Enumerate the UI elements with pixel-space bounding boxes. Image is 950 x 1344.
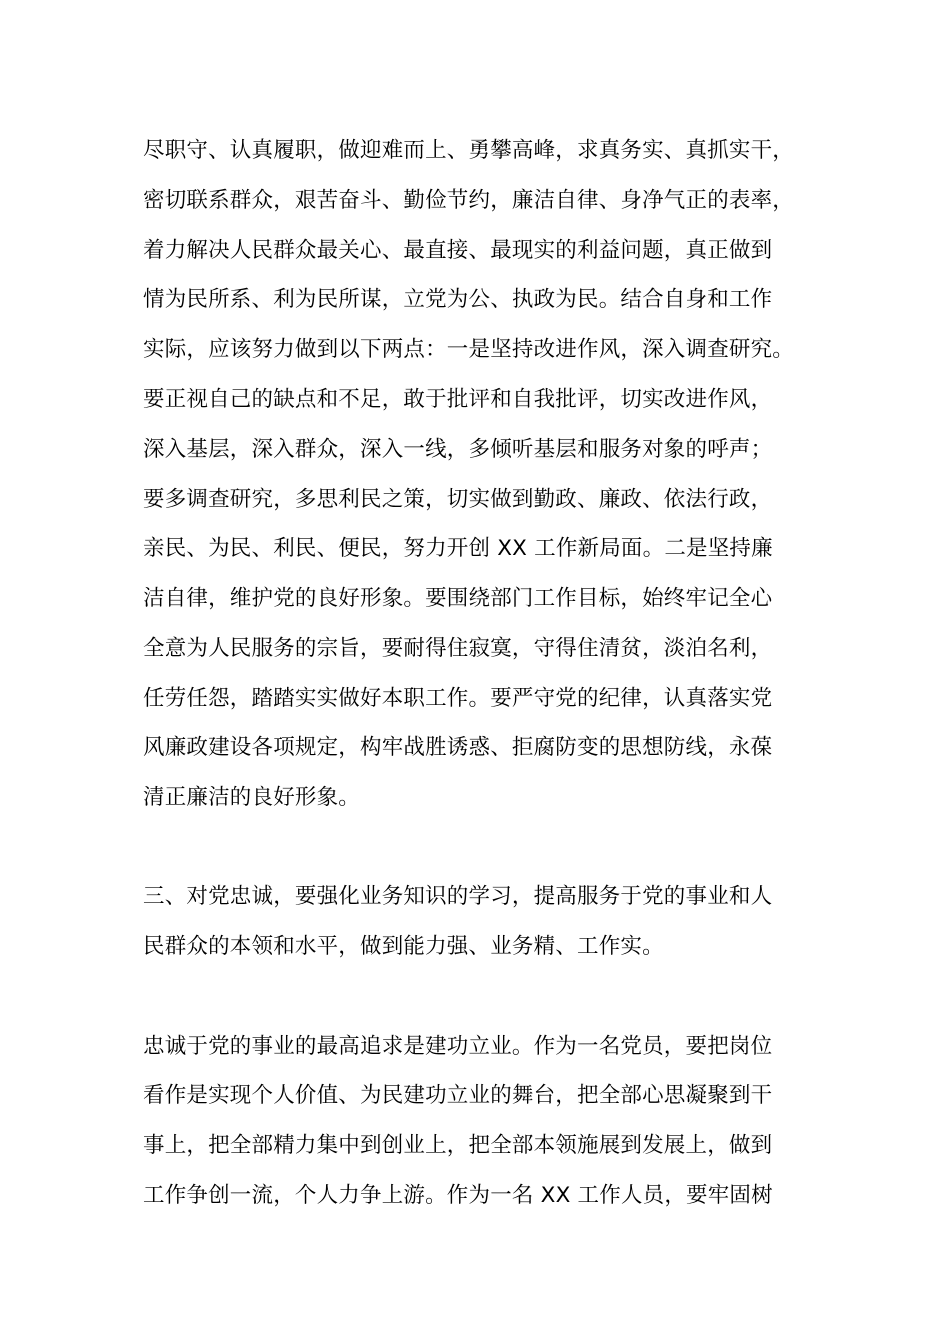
- text-line: 任劳任怨，踏踏实实做好本职工作。要严守党的纪律，认真落实党: [143, 686, 773, 711]
- text-line: 民群众的本领和水平，做到能力强、业务精、工作实。: [143, 934, 664, 959]
- text-line: 要正视自己的缺点和不足，敢于批评和自我批评，切实改进作风，: [143, 387, 773, 412]
- text-line: 风廉政建设各项规定，构牢战胜诱惑、拒腐防变的思想防线，永葆: [143, 735, 773, 760]
- text-line: 忠诚于党的事业的最高追求是建功立业。作为一名党员，要把岗位: [143, 1034, 773, 1059]
- text-line: 全意为人民服务的宗旨，要耐得住寂寞，守得住清贫，淡泊名利，: [143, 636, 773, 661]
- text-line: 实际，应该努力做到以下两点：一是坚持改进作风，深入调查研究。: [143, 337, 795, 362]
- text-line: 看作是实现个人价值、为民建功立业的舞台，把全部心思凝聚到干: [143, 1083, 773, 1108]
- text-line: 洁自律，维护党的良好形象。要围绕部门工作目标，始终牢记全心: [143, 586, 773, 611]
- text-line: 三、对党忠诚，要强化业务知识的学习，提高服务于党的事业和人: [143, 884, 773, 909]
- text-line: 情为民所系、利为民所谋，立党为公、执政为民。结合自身和工作: [143, 287, 773, 312]
- text-line: 清正廉洁的良好形象。: [143, 785, 361, 810]
- text-line: 要多调查研究，多思利民之策，切实做到勤政、廉政、依法行政，: [143, 487, 773, 512]
- text-line: 着力解决人民群众最关心、最直接、最现实的利益问题，真正做到: [143, 238, 773, 263]
- text-line: 亲民、为民、利民、便民，努力开创 XX 工作新局面。二是坚持廉: [143, 536, 773, 561]
- text-line: 密切联系群众，艰苦奋斗、勤俭节约，廉洁自律、身净气正的表率，: [143, 188, 795, 213]
- text-line: 深入基层，深入群众，深入一线，多倾听基层和服务对象的呼声；: [143, 437, 773, 462]
- text-line: 工作争创一流，个人力争上游。作为一名 XX 工作人员，要牢固树: [143, 1183, 773, 1208]
- text-line: 尽职守、认真履职，做迎难而上、勇攀高峰，求真务实、真抓实干，: [143, 138, 795, 163]
- text-line: 事上，把全部精力集中到创业上，把全部本领施展到发展上，做到: [143, 1133, 773, 1158]
